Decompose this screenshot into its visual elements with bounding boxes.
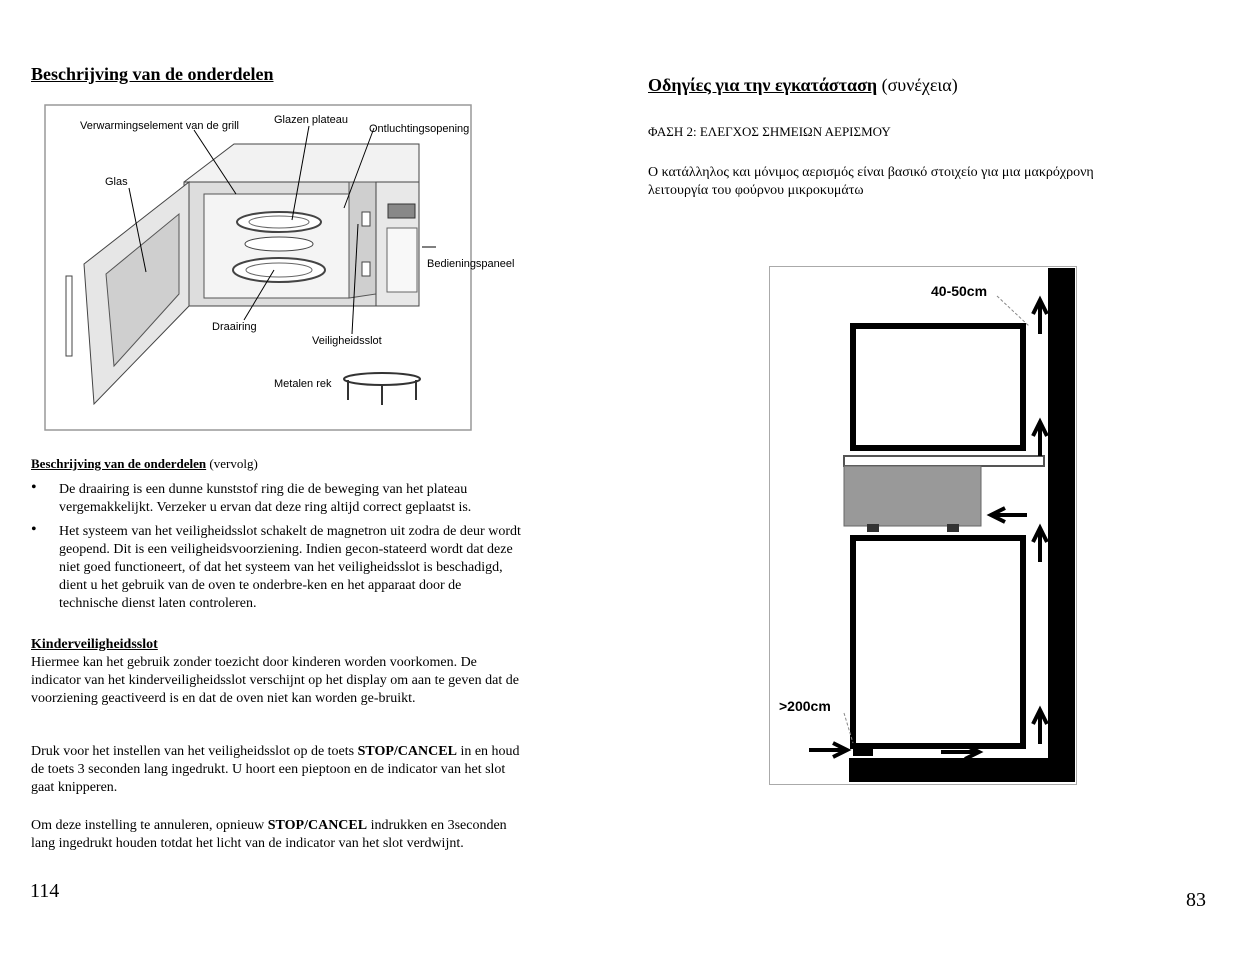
right-page-title-suffix: (συνέχεια) bbox=[881, 75, 958, 95]
bullet-list bbox=[31, 481, 523, 619]
child-lock-title: Kinderveiligheidsslot bbox=[31, 637, 158, 652]
label-glass-tray: Glazen plateau bbox=[274, 114, 348, 126]
label-safety-lock: Veiligheidsslot bbox=[312, 335, 382, 347]
label-control-panel: Bedieningspaneel bbox=[427, 258, 515, 270]
microwave-parts-diagram bbox=[44, 104, 524, 432]
label-top-clearance: 40-50cm bbox=[931, 283, 988, 299]
right-page-number: 83 bbox=[1186, 889, 1206, 911]
label-glass: Glas bbox=[105, 176, 128, 188]
label-heating-element: Verwarmingselement van de grill bbox=[80, 120, 239, 132]
label-metal-rack: Metalen rek bbox=[274, 378, 332, 390]
label-vent: Ontluchtingsopening bbox=[369, 123, 470, 135]
section-title-suffix: (vervolg) bbox=[209, 456, 258, 471]
child-lock-text: Hiermee kan het gebruik zonder toezicht door kinderen worden voorkomen. De indicator van het kinderveiligheidsslot verschijnt op het display om aan te geven dat de voorziening geactiveerd is en dat de oven niet kan worden ge-bruikt. bbox=[31, 655, 519, 706]
label-turntable-ring: Draairing bbox=[212, 321, 257, 333]
right-page-heading bbox=[648, 75, 958, 96]
ventilation-clearance-diagram bbox=[769, 266, 1079, 786]
label-bottom-clearance: >200cm bbox=[779, 698, 831, 714]
list-item: • Het systeem van het veiligheidsslot schakelt de magnetron uit zodra de deur wordt geopend. Dit is een veiligheidsvoorziening. Indien gecon-stateerd wordt dat deze niet goed functioneert, of dat het systeem van het veiligheidsslot is beschadigd, dient u het gebruik van de oven te onderbre-ken en het apparaat door de technische dienst laten controleren. bbox=[31, 523, 523, 613]
child-lock-section bbox=[31, 636, 523, 708]
stop-cancel-key: STOP/CANCEL bbox=[267, 818, 368, 833]
ventilation-text: Ο κατάλληλος και μόνιμος αερισμός είναι βασικό στοιχείο για μια μακρόχρονη λειτουργία του φούρνου μικροκυμάτω bbox=[648, 165, 1094, 198]
set-lock-paragraph: Druk voor het instellen van het veiligheidsslot op de toets STOP/CANCEL in en houd de toets 3 seconden lang ingedrukt. U hoort een pieptoon en de indicator van het slot gaat knipperen. bbox=[31, 744, 520, 795]
section-title: Beschrijving van de onderdelen bbox=[31, 456, 207, 471]
left-page-title: Beschrijving van de onderdelen bbox=[31, 64, 274, 84]
cancel-lock-paragraph: Om deze instelling te annuleren, opnieuw STOP/CANCEL indrukken en 3seconden lang ingedrukt houden totdat het licht van de indicator van het slot verdwijnt. bbox=[31, 818, 507, 851]
section-heading bbox=[31, 456, 258, 472]
left-page-number: 114 bbox=[30, 880, 60, 902]
phase-heading: ΦΑΣΗ 2: ΕΛΕΓΧΟΣ ΣΗΜΕΙΩΝ ΑΕΡΙΣΜΟΥ bbox=[648, 124, 891, 139]
list-item: • De draairing is een dunne kunststof ring die de beweging van het plateau vergemakkelijkt. Verzeker u ervan dat deze ring altijd correct geplaatst is. bbox=[31, 481, 523, 517]
stop-cancel-key: STOP/CANCEL bbox=[357, 744, 457, 759]
right-page-title: Οδηγίες για την εγκατάσταση bbox=[648, 75, 878, 95]
